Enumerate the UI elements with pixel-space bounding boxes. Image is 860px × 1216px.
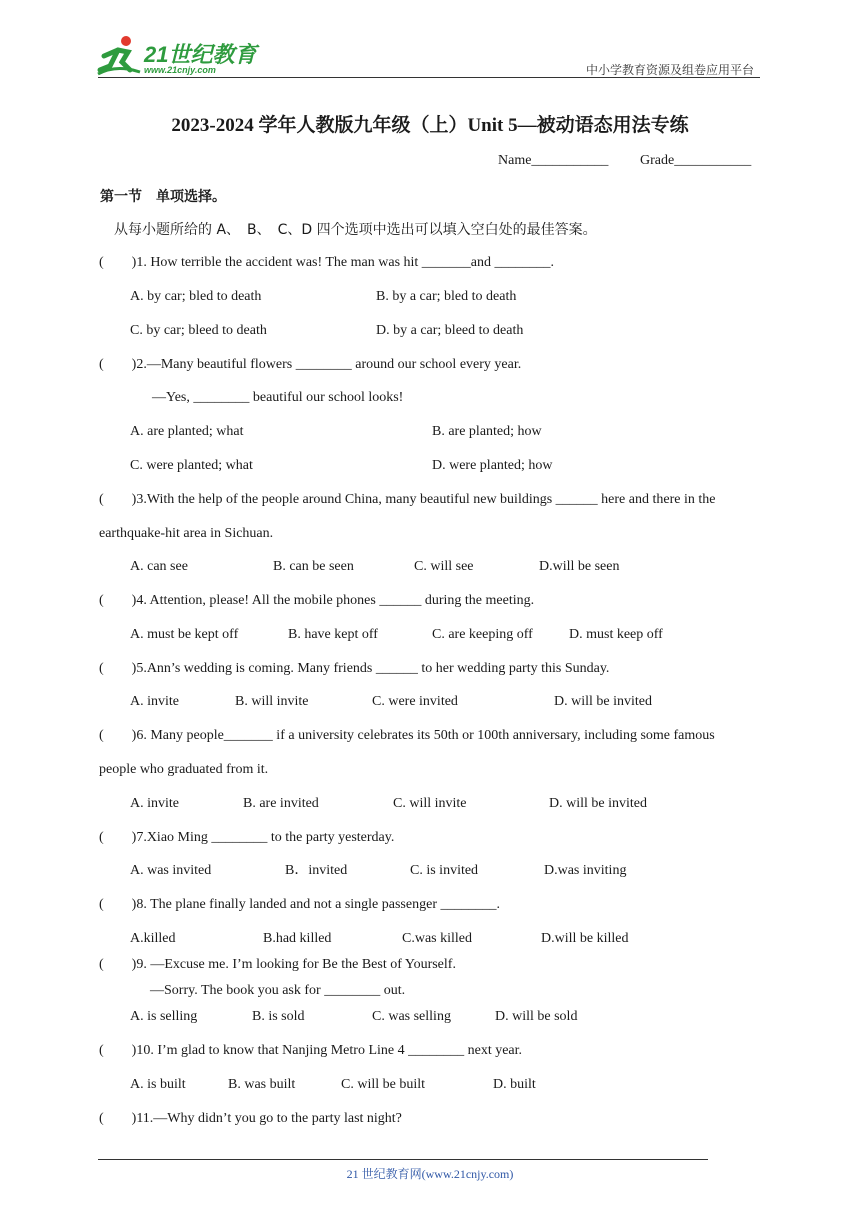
question-1-option-b: B. by a car; bled to death <box>376 289 517 304</box>
question-8-option-c: C.was killed <box>402 931 472 946</box>
question-2-option-d: D. were planted; how <box>432 458 553 473</box>
section-instruction: 从每小题所给的 A、 B、 C、D 四个选项中选出可以填入空白处的最佳答案。 <box>114 222 597 238</box>
question-6-option-c: C. will invite <box>393 796 467 811</box>
question-10-option-c: C. will be built <box>341 1077 425 1092</box>
question-8-option-b: B.had killed <box>263 931 332 946</box>
question-8-stem: ( )8. The plane finally landed and not a single passenger ________. <box>99 897 500 912</box>
question-6-stem-continued: people who graduated from it. <box>99 762 269 777</box>
question-1-option-d: D. by a car; bleed to death <box>376 323 524 338</box>
question-8-option-d: D.will be killed <box>541 931 629 946</box>
question-6-option-a: A. invite <box>130 796 179 811</box>
footer-link[interactable]: 21 世纪教育网(www.21cnjy.com) <box>346 1167 514 1181</box>
question-7-option-a: A. was invited <box>130 863 212 878</box>
question-4-option-b: B. have kept off <box>288 627 378 642</box>
question-9-reply: —Sorry. The book you ask for ________ out. <box>150 983 406 998</box>
platform-tagline: 中小学教育资源及组卷应用平台 <box>585 63 754 77</box>
question-1-option-a: A. by car; bled to death <box>130 289 262 304</box>
header-divider <box>98 77 760 78</box>
section-heading: 第一节 单项选择。 <box>100 189 226 205</box>
question-9-option-d: D. will be sold <box>495 1009 578 1024</box>
question-5-option-c: C. were invited <box>372 694 458 709</box>
question-10-option-b: B. was built <box>228 1077 296 1092</box>
question-2-reply: —Yes, ________ beautiful our school looks! <box>152 390 404 405</box>
question-9-stem: ( )9. —Excuse me. I’m looking for Be the Best of Yourself. <box>99 957 456 972</box>
question-2-stem: ( )2.—Many beautiful flowers ________ around our school every year. <box>99 357 522 372</box>
grade-field[interactable]: Grade___________ <box>640 153 752 168</box>
question-10-option-d: D. built <box>493 1077 536 1092</box>
question-3-stem: ( )3.With the help of the people around China, many beautiful new buildings ______ here and there in the <box>99 492 716 507</box>
question-3-option-d: D.will be seen <box>539 559 620 574</box>
question-10-option-a: A. is built <box>130 1077 186 1092</box>
name-field[interactable]: Name___________ <box>498 153 609 168</box>
question-9-option-b: B. is sold <box>252 1009 305 1024</box>
question-10-stem: ( )10. I’m glad to know that Nanjing Metro Line 4 ________ next year. <box>99 1043 523 1058</box>
question-5-stem: ( )5.Ann’s wedding is coming. Many friends ______ to her wedding party this Sunday. <box>99 661 610 676</box>
question-5-option-a: A. invite <box>130 694 179 709</box>
logo-text: 21世纪教育 <box>144 42 257 67</box>
question-6-option-b: B. are invited <box>243 796 319 811</box>
question-3-option-a: A. can see <box>130 559 188 574</box>
runner-icon <box>96 34 142 78</box>
question-4-stem: ( )4. Attention, please! All the mobile phones ______ during the meeting. <box>99 593 535 608</box>
question-3-stem-continued: earthquake-hit area in Sichuan. <box>99 526 274 541</box>
question-5-option-b: B. will invite <box>235 694 309 709</box>
question-2-option-b: B. are planted; how <box>432 424 542 439</box>
question-11-stem: ( )11.—Why didn’t you go to the party last night? <box>99 1111 402 1126</box>
question-6-option-d: D. will be invited <box>549 796 647 811</box>
question-4-option-c: C. are keeping off <box>432 627 533 642</box>
logo-url: www.21cnjy.com <box>144 65 216 75</box>
question-1-option-c: C. by car; bleed to death <box>130 323 267 338</box>
question-3-option-b: B. can be seen <box>273 559 354 574</box>
question-9-option-c: C. was selling <box>372 1009 451 1024</box>
question-7-stem: ( )7.Xiao Ming ________ to the party yesterday. <box>99 830 395 845</box>
question-3-option-c: C. will see <box>414 559 474 574</box>
question-7-option-c: C. is invited <box>410 863 479 878</box>
question-2-option-a: A. are planted; what <box>130 424 244 439</box>
question-6-stem: ( )6. Many people_______ if a university celebrates its 50th or 100th anniversary, including some famous <box>99 728 715 743</box>
question-4-option-d: D. must keep off <box>569 627 663 642</box>
question-9-option-a: A. is selling <box>130 1009 198 1024</box>
question-1-stem: ( )1. How terrible the accident was! The man was hit _______and ________. <box>99 255 555 270</box>
question-8-option-a: A.killed <box>130 931 176 946</box>
question-5-option-d: D. will be invited <box>554 694 652 709</box>
question-2-option-c: C. were planted; what <box>130 458 253 473</box>
question-7-option-b: B．invited <box>285 863 348 878</box>
footer-divider <box>98 1159 708 1160</box>
site-logo <box>96 34 266 78</box>
question-7-option-d: D.was inviting <box>544 863 627 878</box>
question-4-option-a: A. must be kept off <box>130 627 239 642</box>
page-title: 2023-2024 学年人教版九年级（上）Unit 5—被动语态用法专练 <box>171 115 689 136</box>
